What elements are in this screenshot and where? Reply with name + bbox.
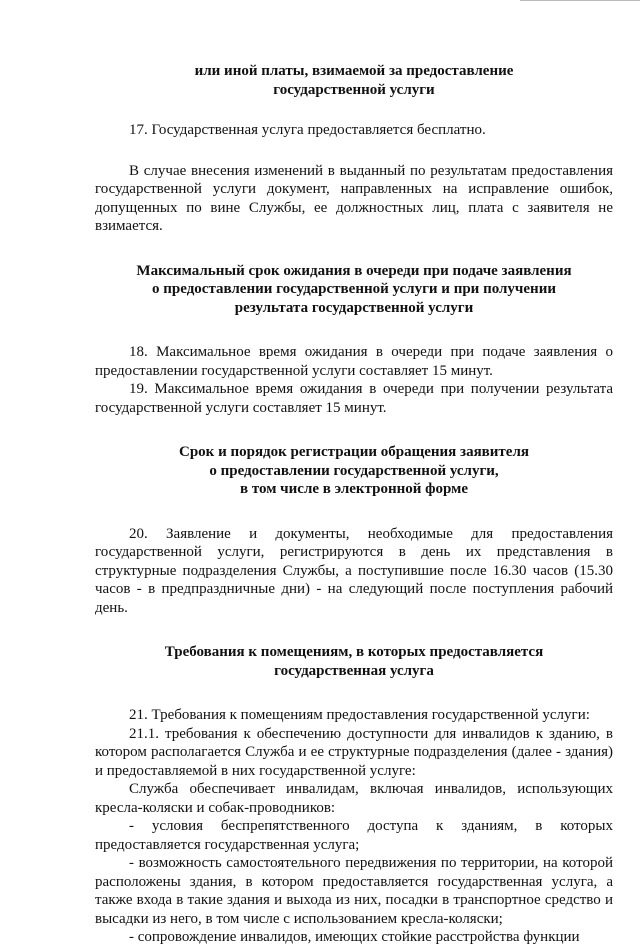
bullet-escort: - сопровождение инвалидов, имеющих стойкие расстройства функции: [129, 929, 580, 945]
heading-registration-line-1: Срок и порядок регистрации обращения заявителя: [179, 444, 529, 460]
heading-premises-line-1: Требования к помещениям, в которых предоставляется: [164, 644, 544, 660]
document-page: [95, 62, 613, 947]
scan-edge-line: [520, 0, 640, 1]
heading-queue-line-3: результата государственной услуги: [234, 299, 474, 316]
bullet-independent-movement: - возможность самостоятельного передвижения по территории, на которой расположены здания, в котором предоставляется государственная услуга, а также входа в такие здания и выхода из них, посадки в транспортное средство и высадки из него, в том числе с использованием кресла-коляски;: [95, 855, 613, 927]
bullet-unobstructed-access: - условия беспрепятственного доступа к зданиям, в которых предоставляется государственная услуга;: [95, 818, 613, 853]
heading-registration-line-2: о предоставлении государственной услуги,: [209, 462, 499, 479]
heading-fee-line-2: государственной услуги: [273, 81, 435, 98]
paragraph-20: 20. Заявление и документы, необходимые для предоставления государственной услуги, регистрируются в день их представления в структурные подразделения Службы, а поступившие после 16.30 часов (15.30 часов - в предпраздничные дни) - на следующий после поступления рабочий день.: [95, 525, 613, 616]
heading-registration-line-3: в том числе в электронной форме: [239, 481, 468, 497]
heading-premises-line-2: государственная услуга: [274, 662, 434, 679]
heading-fee-line-1: или иной платы, взимаемой за предоставление: [194, 63, 514, 79]
paragraph-21-1: 21.1. требования к обеспечению доступности для инвалидов к зданию, в котором располагается Служба и ее структурные подразделения (далее - здания) и предоставляемой в них государственной услуге:: [95, 725, 613, 779]
paragraph-18: 18. Максимальное время ожидания в очереди при подаче заявления о предоставлении государственной услуги составляет 15 минут.: [95, 344, 613, 379]
heading-queue-line-1: Максимальный срок ожидания в очереди при подаче заявления: [136, 262, 572, 279]
paragraph-17: 17. Государственная услуга предоставляется бесплатно.: [129, 122, 486, 138]
paragraph-21: 21. Требования к помещениям предоставления государственной услуги:: [129, 707, 590, 723]
heading-queue-line-2: о предоставлении государственной услуги и при получении: [152, 281, 556, 297]
paragraph-19: 19. Максимальное время ожидания в очереди при получении результата государственной услуги составляет 15 минут.: [95, 381, 613, 416]
paragraph-service: Служба обеспечивает инвалидам, включая инвалидов, использующих кресла-коляски и собак-проводников:: [95, 781, 613, 816]
paragraph-17-continuation: В случае внесения изменений в выданный по результатам предоставления государственной услуги документ, направленных на исправление ошибок, допущенных по вине Службы, ее должностных лиц, плата с заявителя не взимается.: [95, 162, 613, 234]
